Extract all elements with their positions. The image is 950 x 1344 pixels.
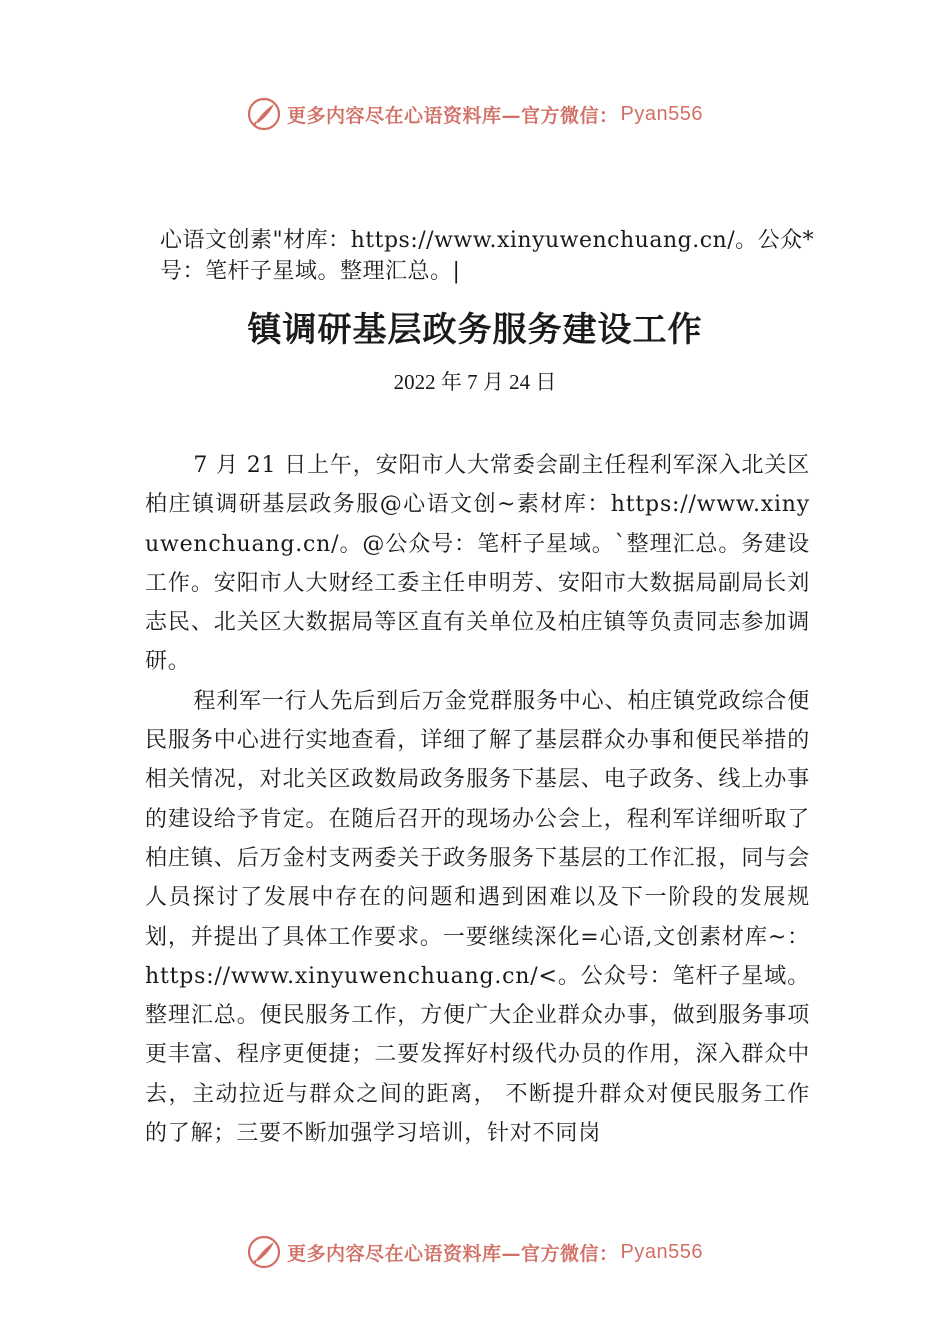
document-body (145, 446, 810, 1153)
paragraph: 7 月 21 日上午，安阳市人大常委会副主任程利军深入北关区柏庄镇调研基层政务服@心语文创~素材库：https://www.xinyuwenchuang.cn/。@公众号：笔杆子星域。`整理汇总。务建设工作。安阳市人大财经工委主任申明芳、安阳市大数据局副局长刘志民、北关区大数据局等区直有关单位及柏庄镇等负责同志参加调研。 (145, 453, 810, 675)
watermark-wechat-id: Pyan556 (620, 102, 703, 125)
watermark-text: 更多内容尽在心语资料库—官方微信： (287, 104, 619, 127)
paragraph: 程利军一行人先后到后万金党群服务中心、柏庄镇党政综合便民服务中心进行实地查看，详细了解了基层群众办事和便民举措的相关情况，对北关区政数局政务服务下基层、电子政务、线上办事的建设给予肯定。在随后召开的现场办公会上，程利军详细听取了柏庄镇、后万金村支两委关于政务服务下基层的工作汇报，同与会人员探讨了发展中存在的问题和遇到困难以及下一阶段的发展规划，并提出了具体工作要求。一要继续深化=心语,文创素材库~：https://www.xinyuwenchuang.cn/<。公众号：笔杆子星域。整理汇总。便民服务工作，方便广大企业群众办事，做到服务事项更丰富、程序更便捷；二要发挥好村级代办员的作用，深入群众中去，主动拉近与群众之间的距离， 不断提升群众对便民服务工作的了解；三要不断加强学习培训，针对不同岗 (145, 688, 810, 1147)
source-note: 心语文创素"材库：https://www.xinyuwenchuang.cn/。公众*号：笔杆子星域。整理汇总。| (160, 228, 815, 284)
watermark-footer (0, 1232, 950, 1272)
quill-logo-icon (247, 97, 281, 131)
watermark-header (0, 94, 950, 134)
watermark-text: 更多内容尽在心语资料库—官方微信： (287, 1242, 619, 1265)
document-title: 镇调研基层政务服务建设工作 (247, 310, 703, 350)
document-date: 2022 年 7 月 24 日 (393, 370, 557, 394)
quill-logo-icon (247, 1235, 281, 1269)
watermark-wechat-id: Pyan556 (620, 1240, 703, 1263)
